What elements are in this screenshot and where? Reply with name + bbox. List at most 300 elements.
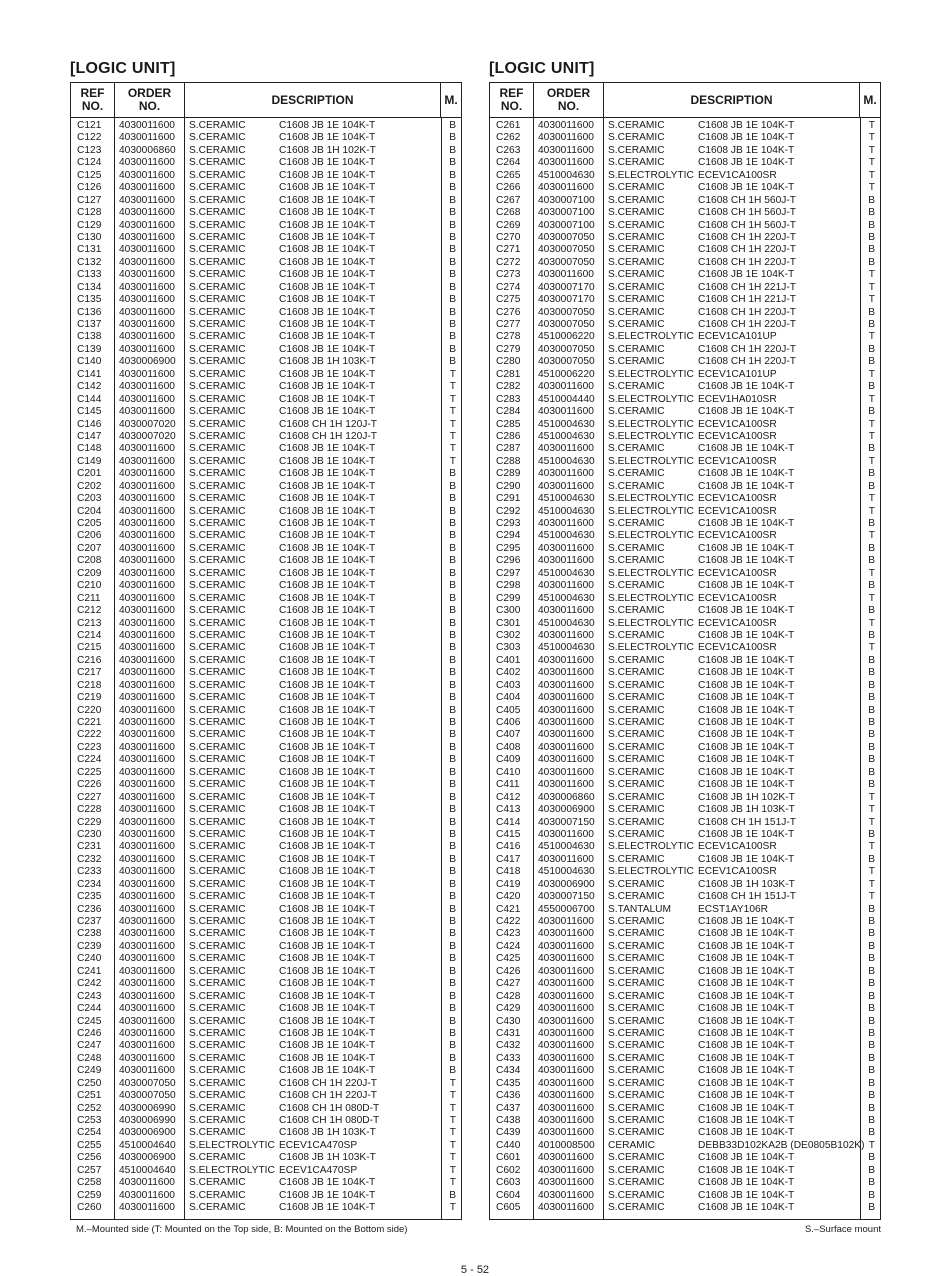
order-no: 4510004630 <box>538 841 595 853</box>
order-no: 4510004440 <box>538 393 595 405</box>
table-row <box>71 1040 461 1052</box>
part-type: S.CERAMIC <box>189 169 246 181</box>
part-spec: ECEV1CA100SR <box>698 567 777 579</box>
order-no: 4030011600 <box>538 692 594 704</box>
part-spec: C1608 JB 1E 104K-T <box>698 978 795 990</box>
table-row <box>490 1078 880 1090</box>
order-no: 4030011600 <box>119 219 175 231</box>
ref-no: C301 <box>496 617 521 629</box>
mounted-side: B <box>449 692 456 704</box>
part-type: S.CERAMIC <box>189 592 246 604</box>
order-no: 4030011600 <box>538 157 594 169</box>
table-row <box>71 406 461 418</box>
part-type: S.CERAMIC <box>608 953 665 965</box>
order-no: 4030011600 <box>119 642 175 654</box>
mounted-side: B <box>449 741 456 753</box>
ref-no: C207 <box>77 542 102 554</box>
ref-no: C124 <box>77 157 102 169</box>
mounted-side: B <box>868 219 875 231</box>
table-row <box>71 692 461 704</box>
ref-no: C232 <box>77 853 102 865</box>
mounted-side: B <box>868 1090 875 1102</box>
order-no: 4030011600 <box>538 443 594 455</box>
part-spec: C1608 JB 1E 104K-T <box>698 1027 795 1039</box>
part-spec: C1608 JB 1E 104K-T <box>279 132 376 144</box>
table-row <box>490 506 880 518</box>
table-row <box>71 1165 461 1177</box>
part-spec: C1608 JB 1E 104K-T <box>279 406 376 418</box>
mounted-side: T <box>868 157 875 169</box>
part-spec: ECEV1CA470SP <box>279 1139 358 1151</box>
ref-no: C144 <box>77 393 102 405</box>
table-row <box>71 419 461 431</box>
part-spec: ECEV1CA100SR <box>698 455 777 467</box>
part-type: S.CERAMIC <box>189 605 246 617</box>
part-spec: ECEV1CA100SR <box>698 169 777 181</box>
table-row <box>71 530 461 542</box>
order-no: 4030011600 <box>538 132 594 144</box>
ref-no: C139 <box>77 343 102 355</box>
table-row <box>490 966 880 978</box>
mounted-side: B <box>449 654 456 666</box>
mounted-side: B <box>868 1040 875 1052</box>
part-type: S.CERAMIC <box>189 617 246 629</box>
ref-no: C423 <box>496 928 521 940</box>
order-no: 4030011600 <box>538 978 594 990</box>
part-spec: ECEV1CA100SR <box>698 617 777 629</box>
part-spec: C1608 JB 1E 104K-T <box>279 244 376 256</box>
part-spec: C1608 JB 1E 104K-T <box>279 368 376 380</box>
ref-no: C204 <box>77 505 102 517</box>
table-row <box>490 282 880 294</box>
part-type: S.CERAMIC <box>189 1152 246 1164</box>
part-spec: C1608 JB 1E 104K-T <box>279 269 376 281</box>
ref-no: C601 <box>496 1152 521 1164</box>
part-spec: C1608 JB 1H 103K-T <box>279 356 376 368</box>
table-row <box>71 244 461 256</box>
order-no: 4030011600 <box>538 1065 594 1077</box>
part-type: S.ELECTROLYTIC <box>608 617 694 629</box>
part-type: S.CERAMIC <box>608 281 665 293</box>
part-type: S.CERAMIC <box>189 144 246 156</box>
table-row <box>71 841 461 853</box>
part-type: S.CERAMIC <box>608 754 665 766</box>
order-no: 4030011600 <box>119 1027 175 1039</box>
ref-no: C254 <box>77 1127 102 1139</box>
order-no: 4030011600 <box>538 468 594 480</box>
left-parts-table <box>70 82 462 1220</box>
table-row <box>490 817 880 829</box>
ref-no: C283 <box>496 393 521 405</box>
table-row <box>490 1053 880 1065</box>
ref-no: C213 <box>77 617 102 629</box>
mounted-side: T <box>449 393 456 405</box>
order-no: 4030011600 <box>119 953 175 965</box>
part-spec: C1608 JB 1E 104K-T <box>698 928 795 940</box>
part-type: S.CERAMIC <box>189 1090 246 1102</box>
order-no: 4510004630 <box>538 418 595 430</box>
table-row <box>71 369 461 381</box>
table-row <box>490 953 880 965</box>
ref-no: C241 <box>77 965 102 977</box>
order-no: 4030011600 <box>538 1052 594 1064</box>
ref-no: C259 <box>77 1189 102 1201</box>
part-type: S.CERAMIC <box>608 294 665 306</box>
part-spec: C1608 JB 1E 104K-T <box>279 779 376 791</box>
table-row <box>490 195 880 207</box>
order-no: 4030011600 <box>119 667 175 679</box>
mounted-side: B <box>868 903 875 915</box>
mounted-side: B <box>868 468 875 480</box>
part-spec: C1608 JB 1E 104K-T <box>698 1202 795 1214</box>
part-type: S.CERAMIC <box>189 418 246 430</box>
part-type: S.CERAMIC <box>608 692 665 704</box>
mounted-side: B <box>449 132 456 144</box>
part-spec: C1608 CH 1H 151J-T <box>698 816 796 828</box>
table-row <box>71 568 461 580</box>
part-spec: C1608 CH 1H 560J-T <box>698 219 796 231</box>
ref-no: C266 <box>496 182 521 194</box>
table-row <box>71 767 461 779</box>
order-no: 4030007050 <box>538 343 595 355</box>
ref-no: C405 <box>496 704 521 716</box>
order-no: 4030011600 <box>538 605 594 617</box>
table-row <box>490 891 880 903</box>
order-no: 4030011600 <box>119 903 175 915</box>
ref-no: C142 <box>77 381 102 393</box>
part-spec: C1608 JB 1H 102K-T <box>698 791 795 803</box>
part-spec: ECST1AY106R <box>698 903 769 915</box>
mounted-side: B <box>449 878 456 890</box>
ref-no: C258 <box>77 1177 102 1189</box>
part-type: S.CERAMIC <box>608 468 665 480</box>
ref-no: C425 <box>496 953 521 965</box>
part-type: S.CERAMIC <box>189 816 246 828</box>
mounted-side: B <box>868 916 875 927</box>
mounted-side: B <box>449 990 456 1002</box>
order-no: 4510004630 <box>538 505 595 517</box>
part-type: S.CERAMIC <box>189 1027 246 1039</box>
order-no: 4030011600 <box>119 592 175 604</box>
part-spec: ECEV1CA100SR <box>698 592 777 604</box>
part-spec: C1608 JB 1E 104K-T <box>279 567 376 579</box>
mounted-side: B <box>449 916 456 927</box>
table-row <box>490 742 880 754</box>
part-spec: C1608 JB 1E 104K-T <box>279 804 376 816</box>
part-spec: C1608 CH 1H 221J-T <box>698 294 796 306</box>
part-spec: C1608 JB 1E 104K-T <box>698 679 795 691</box>
table-row <box>490 941 880 953</box>
order-no: 4030011600 <box>119 841 175 853</box>
mounted-side: B <box>868 990 875 1002</box>
ref-no: C149 <box>77 455 102 467</box>
part-type: S.CERAMIC <box>189 256 246 268</box>
mounted-side: T <box>868 791 875 803</box>
part-type: S.ELECTROLYTIC <box>608 493 694 505</box>
ref-no: C440 <box>496 1139 521 1151</box>
ref-no: C146 <box>77 418 102 430</box>
part-spec: C1608 JB 1E 104K-T <box>698 667 795 679</box>
part-type: S.CERAMIC <box>608 667 665 679</box>
mounted-side: T <box>868 617 875 629</box>
part-spec: C1608 JB 1E 104K-T <box>279 343 376 355</box>
mounted-side: B <box>449 1065 456 1077</box>
part-spec: C1608 JB 1E 104K-T <box>698 940 795 952</box>
ref-no: C237 <box>77 916 102 927</box>
part-spec: C1608 JB 1E 104K-T <box>279 281 376 293</box>
part-spec: DEBB33D102KA2B (DE0805B102K) <box>698 1139 865 1151</box>
part-spec: C1608 JB 1E 104K-T <box>698 555 795 567</box>
order-no: 4030011600 <box>119 194 175 206</box>
table-row <box>71 605 461 617</box>
header-ref-no <box>71 83 115 117</box>
part-spec: C1608 JB 1E 104K-T <box>698 1065 795 1077</box>
part-spec: C1608 JB 1E 104K-T <box>279 381 376 393</box>
part-type: S.CERAMIC <box>608 356 665 368</box>
order-no: 4510006220 <box>538 368 595 380</box>
mounted-side: B <box>868 1102 875 1114</box>
ref-no: C228 <box>77 804 102 816</box>
order-no: 4030011600 <box>538 667 594 679</box>
part-spec: C1608 CH 1H 220J-T <box>698 356 796 368</box>
ref-no: C295 <box>496 542 521 554</box>
order-no: 4030011600 <box>119 406 175 418</box>
part-type: S.CERAMIC <box>189 468 246 480</box>
table-row <box>71 456 461 468</box>
part-spec: C1608 JB 1E 104K-T <box>698 120 795 131</box>
part-spec: C1608 JB 1E 104K-T <box>279 605 376 617</box>
order-no: 4030011600 <box>538 518 594 529</box>
mounted-side: B <box>449 816 456 828</box>
mounted-side: T <box>868 269 875 281</box>
ref-no: C229 <box>77 816 102 828</box>
part-type: S.CERAMIC <box>189 629 246 641</box>
part-type: S.CERAMIC <box>608 779 665 791</box>
table-row <box>71 1028 461 1040</box>
mounted-side: B <box>449 642 456 654</box>
ref-no: C262 <box>496 132 521 144</box>
order-no: 4030006900 <box>119 1127 176 1139</box>
part-type: S.CERAMIC <box>189 642 246 654</box>
ref-no: C404 <box>496 692 521 704</box>
ref-no: C275 <box>496 294 521 306</box>
table-row <box>490 1016 880 1028</box>
mounted-side: B <box>449 866 456 878</box>
part-type: S.CERAMIC <box>189 878 246 890</box>
mounted-side: T <box>449 1090 456 1102</box>
table-row <box>71 953 461 965</box>
part-type: S.ELECTROLYTIC <box>608 567 694 579</box>
mounted-side: B <box>868 443 875 455</box>
part-spec: C1608 JB 1E 104K-T <box>279 1177 376 1189</box>
ref-no: C286 <box>496 430 521 442</box>
ref-no: C436 <box>496 1090 521 1102</box>
mounted-side: B <box>449 231 456 243</box>
table-row <box>490 1177 880 1189</box>
part-spec: C1608 JB 1H 103K-T <box>279 1127 376 1139</box>
table-row <box>490 1028 880 1040</box>
part-spec: C1608 CH 1H 220J-T <box>698 244 796 256</box>
mounted-side: B <box>868 1189 875 1201</box>
table-row <box>71 717 461 729</box>
ref-no: C208 <box>77 555 102 567</box>
order-no: 4030006990 <box>119 1102 176 1114</box>
part-type: S.CERAMIC <box>189 368 246 380</box>
mounted-side: T <box>868 281 875 293</box>
page-number: 5 - 52 <box>460 1264 490 1276</box>
table-row <box>71 804 461 816</box>
part-type: S.CERAMIC <box>189 281 246 293</box>
table-row <box>490 145 880 157</box>
table-row <box>71 792 461 804</box>
table-row <box>490 331 880 343</box>
ref-no: C274 <box>496 281 521 293</box>
part-spec: C1608 JB 1E 104K-T <box>279 331 376 343</box>
part-type: S.CERAMIC <box>608 182 665 194</box>
part-type: S.ELECTROLYTIC <box>608 169 694 181</box>
part-type: S.CERAMIC <box>608 804 665 816</box>
order-no: 4030006990 <box>119 1115 176 1126</box>
order-no: 4030011600 <box>119 443 175 455</box>
ref-no: C249 <box>77 1065 102 1077</box>
ref-no: C257 <box>77 1164 102 1176</box>
order-no: 4030011600 <box>119 791 175 803</box>
order-no: 4030011600 <box>119 828 175 840</box>
order-no: 4030011600 <box>119 754 175 766</box>
part-spec: C1608 JB 1E 104K-T <box>279 766 376 778</box>
order-no: 4030007050 <box>119 1090 176 1102</box>
table-row <box>71 207 461 219</box>
mounted-side: T <box>868 878 875 890</box>
ref-no: C435 <box>496 1077 521 1089</box>
part-type: S.CERAMIC <box>608 1077 665 1089</box>
mounted-side: B <box>449 679 456 691</box>
mounted-side: B <box>868 605 875 617</box>
ref-no: C137 <box>77 319 102 330</box>
table-row <box>490 866 880 878</box>
header-mounted-label: M. <box>444 92 458 107</box>
ref-no: C410 <box>496 766 521 778</box>
part-type: S.CERAMIC <box>189 965 246 977</box>
part-spec: C1608 JB 1E 104K-T <box>279 891 376 903</box>
part-type: S.CERAMIC <box>189 1003 246 1015</box>
part-type: S.CERAMIC <box>608 1177 665 1189</box>
mounted-side: T <box>868 816 875 828</box>
order-no: 4030011600 <box>119 169 175 181</box>
part-spec: C1608 JB 1E 104K-T <box>279 468 376 480</box>
part-type: S.CERAMIC <box>608 729 665 741</box>
part-spec: C1608 JB 1E 104K-T <box>279 754 376 766</box>
part-type: S.CERAMIC <box>189 343 246 355</box>
mounted-side: B <box>868 766 875 778</box>
table-row <box>71 394 461 406</box>
mounted-side: B <box>868 406 875 418</box>
ref-no: C438 <box>496 1115 521 1126</box>
order-no: 4030011600 <box>119 518 175 529</box>
part-spec: C1608 JB 1E 104K-T <box>279 679 376 691</box>
mounted-side: B <box>449 965 456 977</box>
part-spec: C1608 JB 1E 104K-T <box>279 965 376 977</box>
header-description-label: DESCRIPTION <box>690 92 773 107</box>
part-type: S.CERAMIC <box>189 443 246 455</box>
order-no: 4030007050 <box>538 319 595 330</box>
part-spec: C1608 JB 1E 104K-T <box>279 1052 376 1064</box>
mounted-side: B <box>449 530 456 542</box>
ref-no: C215 <box>77 642 102 654</box>
ref-no: C300 <box>496 605 521 617</box>
part-spec: C1608 JB 1E 104K-T <box>279 990 376 1002</box>
table-row <box>71 593 461 605</box>
mounted-side: B <box>868 542 875 554</box>
table-row <box>490 443 880 455</box>
table-row <box>490 456 880 468</box>
part-type: S.CERAMIC <box>189 1127 246 1139</box>
ref-no: C201 <box>77 468 102 480</box>
table-row <box>71 307 461 319</box>
mounted-side: B <box>449 256 456 268</box>
part-spec: C1608 JB 1E 104K-T <box>698 518 795 529</box>
part-type: S.CERAMIC <box>189 1115 246 1126</box>
mounted-side: B <box>868 1115 875 1126</box>
ref-no: C412 <box>496 791 521 803</box>
part-type: S.CERAMIC <box>608 555 665 567</box>
right-table-title: [LOGIC UNIT] <box>489 60 595 77</box>
ref-no: C415 <box>496 828 521 840</box>
left-table-title: [LOGIC UNIT] <box>70 60 176 77</box>
order-no: 4030011600 <box>119 182 175 194</box>
order-no: 4030007100 <box>538 207 595 219</box>
order-no: 4030011600 <box>119 381 175 393</box>
part-spec: C1608 JB 1E 104K-T <box>698 1015 795 1027</box>
ref-no: C430 <box>496 1015 521 1027</box>
part-spec: C1608 JB 1E 104K-T <box>279 841 376 853</box>
ref-no: C133 <box>77 269 102 281</box>
mounted-side: T <box>868 530 875 542</box>
part-spec: C1608 JB 1E 104K-T <box>279 816 376 828</box>
part-type: S.CERAMIC <box>189 978 246 990</box>
table-row <box>71 468 461 480</box>
table-row <box>490 530 880 542</box>
order-no: 4030011600 <box>538 542 594 554</box>
table-row <box>490 481 880 493</box>
order-no: 4030011600 <box>538 144 594 156</box>
order-no: 4030011600 <box>119 916 175 927</box>
table-row <box>71 1078 461 1090</box>
part-spec: C1608 JB 1E 104K-T <box>279 306 376 318</box>
part-type: S.CERAMIC <box>608 144 665 156</box>
part-type: S.CERAMIC <box>189 717 246 728</box>
order-no: 4030011600 <box>538 406 594 418</box>
part-spec: C1608 JB 1E 104K-T <box>698 1189 795 1201</box>
order-no: 4510004630 <box>538 530 595 542</box>
mounted-side: B <box>449 306 456 318</box>
ref-no: C417 <box>496 853 521 865</box>
order-no: 4030011600 <box>119 1065 175 1077</box>
part-spec: C1608 CH 1H 120J-T <box>279 430 377 442</box>
table-row <box>490 729 880 741</box>
order-no: 4510004630 <box>538 169 595 181</box>
table-row <box>490 369 880 381</box>
mounted-side: B <box>449 269 456 281</box>
mounted-side: B <box>449 331 456 343</box>
part-spec: C1608 JB 1E 104K-T <box>698 1177 795 1189</box>
part-spec: C1608 JB 1E 104K-T <box>698 754 795 766</box>
part-spec: C1608 JB 1H 103K-T <box>698 804 795 816</box>
part-spec: C1608 JB 1E 104K-T <box>279 617 376 629</box>
order-no: 4030011600 <box>538 1189 594 1201</box>
part-spec: C1608 JB 1E 104K-T <box>698 144 795 156</box>
header-description <box>604 83 860 117</box>
